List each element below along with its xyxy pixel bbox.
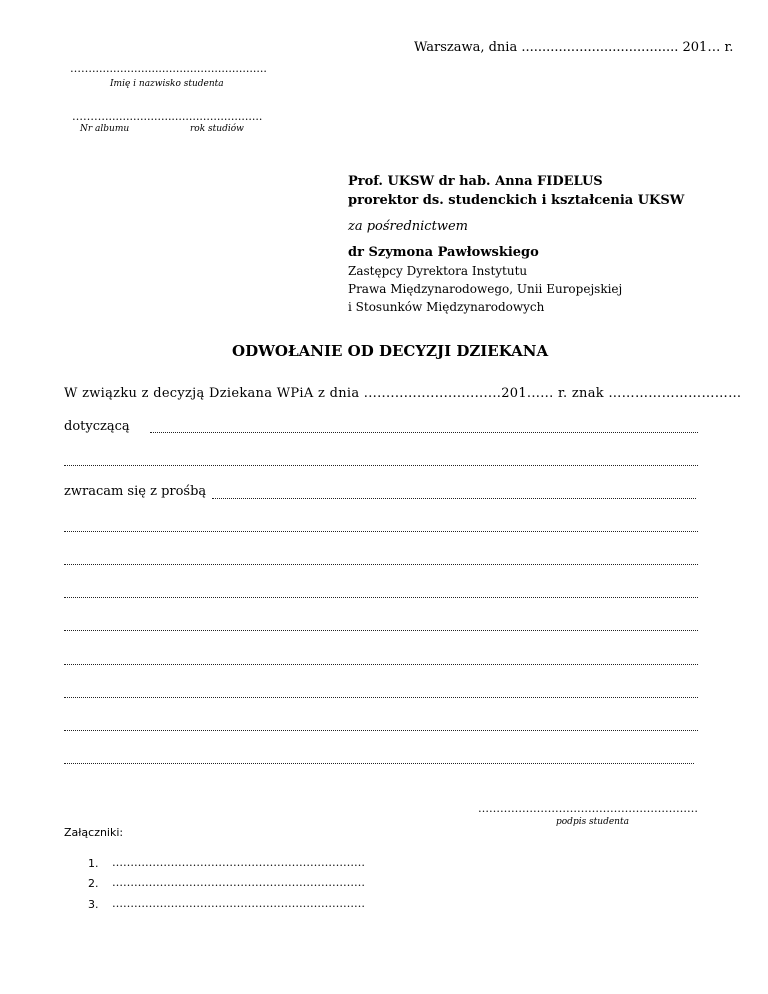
attachment-field[interactable]: …………………………………………………………… xyxy=(112,856,365,869)
addressee-line2: prorektor ds. studenckich i kształcenia UKSW xyxy=(348,193,685,208)
decision-line: W związku z decyzją Dziekana WPiA z dnia ...............................201...... r. znak ………………………… xyxy=(64,386,742,401)
text-line[interactable] xyxy=(64,531,698,532)
text-line[interactable] xyxy=(64,697,698,698)
concerning-label: dotyczącą xyxy=(64,419,130,434)
intermediary-role-2: Prawa Międzynarodowego, Unii Europejskiej xyxy=(348,282,623,296)
intermediary-role-3: i Stosunków Międzynarodowych xyxy=(348,300,545,314)
attachment-number: 3. xyxy=(88,898,99,911)
concerning-field[interactable] xyxy=(150,432,698,433)
request-label: zwracam się z prośbą xyxy=(64,484,207,499)
student-name-field[interactable]: …….................................................. xyxy=(70,62,267,75)
attachments-label: Załączniki: xyxy=(64,826,124,839)
text-line[interactable] xyxy=(64,763,694,764)
text-line[interactable] xyxy=(64,465,698,466)
student-name-label: Imię i nazwisko studenta xyxy=(110,79,224,89)
document-title: ODWOŁANIE OD DECYZJI DZIEKANA xyxy=(232,342,549,360)
attachment-number: 1. xyxy=(88,857,99,870)
via-label: za pośrednictwem xyxy=(348,219,468,234)
request-field[interactable] xyxy=(212,498,696,499)
attachment-field[interactable]: …………………………………………………………… xyxy=(112,876,365,889)
text-line[interactable] xyxy=(64,730,698,731)
place-date: Warszawa, dnia ...................................... 201… r. xyxy=(414,40,734,55)
attachment-field[interactable]: …………………………………………………………… xyxy=(112,897,365,910)
album-number-field[interactable]: ………............................................. xyxy=(72,110,263,123)
text-line[interactable] xyxy=(64,664,698,665)
text-line[interactable] xyxy=(64,630,698,631)
album-number-label: Nr albumu xyxy=(80,124,130,134)
intermediary-role-1: Zastępcy Dyrektora Instytutu xyxy=(348,264,528,278)
signature-field[interactable]: …………………………………………………… xyxy=(478,802,698,815)
study-year-label: rok studiów xyxy=(190,124,244,134)
signature-label: podpis studenta xyxy=(556,817,629,827)
text-line[interactable] xyxy=(64,597,698,598)
attachment-number: 2. xyxy=(88,877,99,890)
text-line[interactable] xyxy=(64,564,698,565)
intermediary-name: dr Szymona Pawłowskiego xyxy=(348,245,539,260)
addressee-line1: Prof. UKSW dr hab. Anna FIDELUS xyxy=(348,174,603,189)
